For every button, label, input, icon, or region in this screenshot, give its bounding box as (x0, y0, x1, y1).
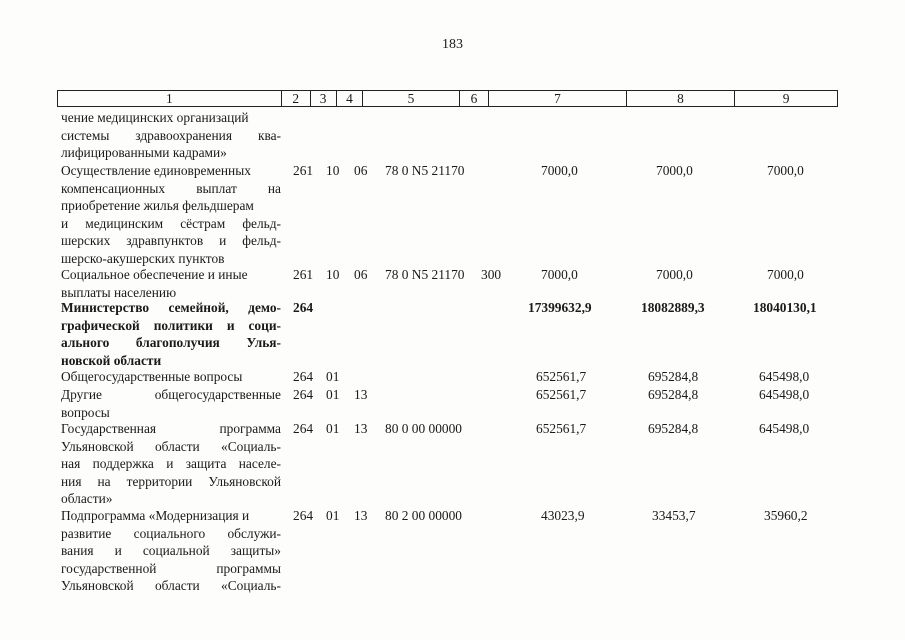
cell-col-7: 7000,0 (541, 163, 578, 178)
cell-col-5: 78 0 N5 21170 (385, 267, 465, 282)
row-text-line: Социальное обеспечение и иные (61, 267, 248, 282)
row-text-line: графической политики и соци- (61, 317, 281, 333)
table-row (61, 109, 281, 162)
table-row (61, 420, 281, 508)
cell-col-8: 7000,0 (656, 267, 693, 282)
cell-col-6: 300 (481, 267, 502, 282)
row-text-line: ального благополучия Улья- (61, 335, 281, 351)
cell-col-5: 80 0 00 00000 (385, 421, 462, 436)
row-text-line: Общегосударственные вопросы (61, 369, 243, 384)
cell-col-3: 01 (326, 421, 340, 436)
row-text-line: шерских здравпунктов и фельд- (61, 233, 281, 249)
row-text-line: Подпрограмма «Модернизация и (61, 508, 250, 523)
row-text-line: Осуществление единовременных (61, 163, 251, 178)
cell-col-8: 18082889,3 (641, 300, 705, 315)
row-text-line: вопросы (61, 404, 110, 420)
table-row (61, 507, 281, 595)
header-col-7: 7 (488, 91, 625, 106)
row-text-line: Министерство семейной, демо- (61, 300, 281, 315)
cell-col-3: 10 (326, 267, 340, 282)
cell-col-2: 261 (293, 267, 314, 282)
row-text-line: новской области (61, 352, 162, 368)
cell-col-8: 7000,0 (656, 163, 693, 178)
row-text-line: системы здравоохранения ква- (61, 127, 281, 143)
row-text-line: Государственная программа (61, 421, 281, 436)
cell-col-3: 01 (326, 508, 340, 523)
header-col-4: 4 (336, 91, 363, 106)
row-text-line: развитие социального обслужи- (61, 525, 281, 541)
row-text-line: шерско-акушерских пунктов (61, 250, 225, 266)
header-col-9: 9 (734, 91, 837, 106)
cell-col-4: 13 (354, 421, 368, 436)
row-text-line: ная поддержка и защита населе- (61, 456, 281, 472)
header-col-2: 2 (281, 91, 310, 106)
row-text-line: Ульяновской области «Социаль- (61, 438, 281, 454)
cell-col-2: 261 (293, 163, 314, 178)
cell-col-7: 652561,7 (536, 421, 587, 436)
header-col-6: 6 (459, 91, 489, 106)
header-col-8: 8 (626, 91, 735, 106)
cell-col-3: 10 (326, 163, 340, 178)
cell-col-2: 264 (293, 369, 314, 384)
cell-col-5: 80 2 00 00000 (385, 508, 462, 523)
row-text-line: Ульяновской области «Социаль- (61, 578, 281, 594)
cell-col-3: 01 (326, 369, 340, 384)
row-text-line: ния на территории Ульяновской (61, 473, 281, 489)
cell-col-4: 13 (354, 387, 368, 402)
table-row (61, 266, 281, 301)
cell-col-9: 18040130,1 (753, 300, 817, 315)
cell-col-7: 43023,9 (541, 508, 585, 523)
cell-col-8: 695284,8 (648, 387, 699, 402)
row-text-line: и медицинским сёстрам фельд- (61, 215, 281, 231)
cell-col-9: 7000,0 (767, 163, 804, 178)
header-col-1: 1 (166, 91, 173, 106)
cell-col-9: 645498,0 (759, 387, 810, 402)
row-text-line: чение медицинских организаций (61, 110, 249, 125)
cell-col-2: 264 (293, 421, 314, 436)
cell-col-8: 695284,8 (648, 369, 699, 384)
row-text-line: лифицированными кадрами» (61, 145, 227, 161)
header-col-3: 3 (310, 91, 336, 106)
row-text-line: Другие общегосударственные (61, 387, 281, 402)
row-text-line: компенсационных выплат на (61, 180, 281, 196)
cell-col-7: 652561,7 (536, 369, 587, 384)
cell-col-3: 01 (326, 387, 340, 402)
table-row (61, 162, 281, 268)
cell-col-4: 06 (354, 163, 368, 178)
cell-col-4: 13 (354, 508, 368, 523)
row-text-line: государственной программы (61, 560, 281, 576)
row-text-line: выплаты населению (61, 284, 177, 300)
cell-col-4: 06 (354, 267, 368, 282)
cell-col-2: 264 (293, 387, 314, 402)
row-text-line: приобретение жилья фельдшерам (61, 198, 254, 214)
table-header (57, 90, 838, 107)
cell-col-2: 264 (293, 300, 314, 315)
cell-col-9: 7000,0 (767, 267, 804, 282)
cell-col-8: 33453,7 (652, 508, 696, 523)
cell-col-2: 264 (293, 508, 314, 523)
table-row (61, 368, 281, 386)
cell-col-5: 78 0 N5 21170 (385, 163, 465, 178)
cell-col-9: 645498,0 (759, 421, 810, 436)
row-text-line: вания и социальной защиты» (61, 543, 281, 559)
table-row (61, 386, 281, 421)
page-number: 183 (442, 37, 463, 52)
row-text-line: области» (61, 491, 113, 507)
cell-col-7: 7000,0 (541, 267, 578, 282)
header-col-5: 5 (362, 91, 458, 106)
cell-col-7: 652561,7 (536, 387, 587, 402)
cell-col-8: 695284,8 (648, 421, 699, 436)
cell-col-7: 17399632,9 (528, 300, 592, 315)
table-row (61, 299, 281, 369)
cell-col-9: 645498,0 (759, 369, 810, 384)
cell-col-9: 35960,2 (764, 508, 808, 523)
